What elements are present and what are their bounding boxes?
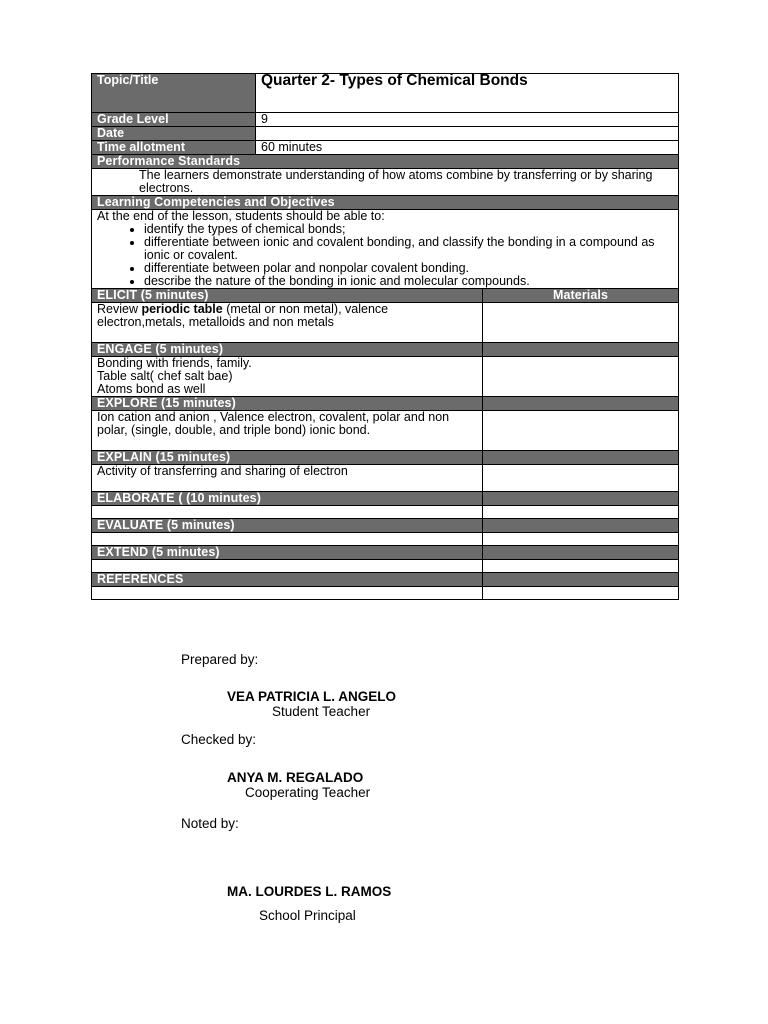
objective-item: • differentiate between polar and nonpolar covalent bonding. xyxy=(144,262,673,275)
elicit-header: ELICIT (5 minutes) xyxy=(92,289,483,303)
grade-value: 9 xyxy=(256,113,679,127)
checked-role: Cooperating Teacher xyxy=(245,785,371,800)
objective-item: • identify the types of chemical bonds; xyxy=(144,223,673,236)
engage-line: Table salt( chef salt bae) xyxy=(97,369,233,383)
topic-row xyxy=(92,74,679,113)
grade-label: Grade Level xyxy=(92,113,256,127)
competencies-intro: At the end of the lesson, students should be able to: xyxy=(97,209,385,223)
engage-line: Bonding with friends, family. xyxy=(97,356,252,370)
explore-header-fill xyxy=(483,397,679,411)
grade-row xyxy=(92,113,679,127)
checked-name: ANYA M. REGALADO xyxy=(227,770,364,785)
evaluate-header: EVALUATE (5 minutes) xyxy=(92,519,483,533)
elaborate-header-fill xyxy=(483,492,679,506)
explain-header: EXPLAIN (15 minutes) xyxy=(92,451,483,465)
objective-item: • differentiate between ionic and covalent bonding, and classify the bonding in a compound as ionic or covalent. xyxy=(144,236,673,262)
prepared-role: Student Teacher xyxy=(272,704,371,719)
checked-label: Checked by: xyxy=(181,732,257,747)
extend-materials xyxy=(483,560,679,573)
references-text xyxy=(92,587,483,600)
explore-header: EXPLORE (15 minutes) xyxy=(92,397,483,411)
elicit-materials xyxy=(483,303,679,343)
explain-materials xyxy=(483,465,679,492)
extend-header-fill xyxy=(483,546,679,560)
prepared-label: Prepared by: xyxy=(181,652,259,667)
time-value: 60 minutes xyxy=(256,141,679,155)
evaluate-text xyxy=(92,533,483,546)
competencies-cell xyxy=(92,210,679,289)
elaborate-text xyxy=(92,506,483,519)
explore-materials xyxy=(483,411,679,451)
engage-line: Atoms bond as well xyxy=(97,382,206,396)
engage-text xyxy=(92,357,483,397)
performance-text: The learners demonstrate understanding of how atoms combine by transferring or by sharing electrons. xyxy=(92,169,679,196)
date-row xyxy=(92,127,679,141)
elaborate-header: ELABORATE ( (10 minutes) xyxy=(92,492,483,506)
evaluate-header-fill xyxy=(483,519,679,533)
materials-header: Materials xyxy=(483,289,679,303)
engage-materials xyxy=(483,357,679,397)
elaborate-materials xyxy=(483,506,679,519)
objectives-list xyxy=(97,223,673,288)
elicit-text: Review periodic table (metal or non metal), valence electron,metals, metalloids and non metals xyxy=(92,303,483,343)
objective-item: • describe the nature of the bonding in ionic and molecular compounds. xyxy=(144,275,673,288)
references-header: REFERENCES xyxy=(92,573,483,587)
time-row xyxy=(92,141,679,155)
elicit-bold-term: periodic table xyxy=(141,302,223,316)
lesson-plan-table xyxy=(91,73,679,600)
topic-label: Topic/Title xyxy=(92,74,256,113)
noted-name: MA. LOURDES L. RAMOS xyxy=(227,884,392,899)
explore-text: Ion cation and anion , Valence electron, covalent, polar and non polar, (single, double, and triple bond) ionic bond. xyxy=(92,411,483,451)
extend-text xyxy=(92,560,483,573)
noted-label: Noted by: xyxy=(181,816,239,831)
performance-header: Performance Standards xyxy=(92,155,679,169)
date-label: Date xyxy=(92,127,256,141)
explain-text: Activity of transferring and sharing of electron xyxy=(92,465,483,492)
topic-value: Quarter 2- Types of Chemical Bonds xyxy=(256,74,679,113)
explain-header-fill xyxy=(483,451,679,465)
date-value xyxy=(256,127,679,141)
references-header-fill xyxy=(483,573,679,587)
prepared-name: VEA PATRICIA L. ANGELO xyxy=(227,689,397,704)
extend-header: EXTEND (5 minutes) xyxy=(92,546,483,560)
evaluate-materials xyxy=(483,533,679,546)
engage-header: ENGAGE (5 minutes) xyxy=(92,343,483,357)
references-materials xyxy=(483,587,679,600)
engage-header-fill xyxy=(483,343,679,357)
competencies-header: Learning Competencies and Objectives xyxy=(92,196,679,210)
time-label: Time allotment xyxy=(92,141,256,155)
noted-role: School Principal xyxy=(259,908,356,923)
